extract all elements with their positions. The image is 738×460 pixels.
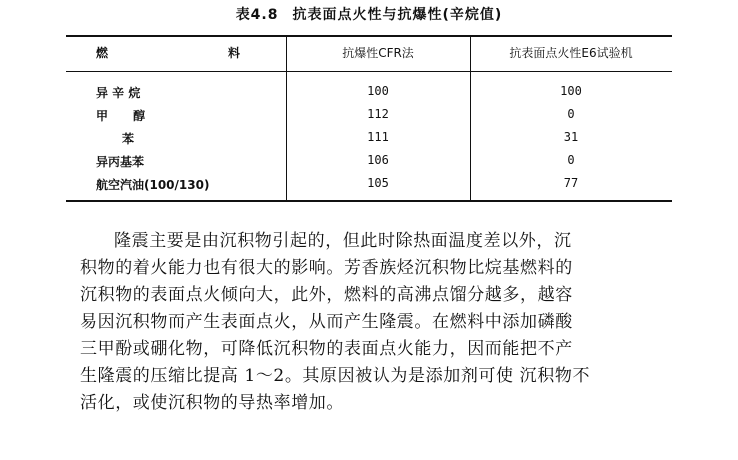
e6-value: 77 (563, 176, 579, 190)
table-row (0, 84, 738, 106)
header-cfr: 抗爆性CFR法 (342, 46, 414, 60)
table-top-rule (66, 35, 672, 37)
cfr-value: 112 (367, 107, 389, 121)
paragraph-line: 生隆震的压缩比提高 1～2。其原因被认为是添加剂可使 沉积物不 (80, 366, 591, 386)
paragraph-line: 活化，或使沉积物的导热率增加。 (80, 393, 344, 413)
table-row (0, 153, 738, 175)
e6-value: 31 (563, 130, 579, 144)
fuel-name: 异 辛 烷 (96, 86, 141, 100)
table-caption (0, 4, 738, 24)
cfr-value: 111 (367, 130, 389, 144)
header-fuel-char-2: 料 (228, 46, 241, 60)
fuel-name: 航空汽油(100/130) (96, 178, 210, 192)
e6-value: 0 (567, 107, 575, 121)
e6-value: 0 (567, 153, 575, 167)
fuel-name: 甲 醇 (96, 109, 146, 123)
paragraph-line: 易因沉积物而产生表面点火，从而产生隆震。在燃料中添加磷酸 (80, 312, 573, 332)
cfr-value: 106 (367, 153, 389, 167)
fuel-name: 苯 (122, 132, 135, 146)
table-number: 表4.8 (235, 7, 279, 23)
paragraph-line: 沉积物的表面点火倾向大，此外，燃料的高沸点馏分越多，越容 (80, 285, 573, 305)
e6-value: 100 (560, 84, 582, 98)
cfr-value: 100 (367, 84, 389, 98)
header-fuel-char-1: 燃 (96, 46, 109, 60)
fuel-name: 异丙基苯 (96, 155, 145, 169)
table-row (0, 176, 738, 198)
header-e6: 抗表面点火性E6试验机 (509, 46, 633, 60)
paragraph-line: 三甲酚或硼化物，可降低沉积物的表面点火能力，因而能把不产 (80, 339, 573, 359)
table-row (0, 107, 738, 129)
table-bottom-rule (66, 200, 672, 202)
paragraph-line: 隆震主要是由沉积物引起的，但此时除热面温度差以外，沉 (114, 231, 572, 251)
cfr-value: 105 (367, 176, 389, 190)
table-header-rule (66, 71, 672, 72)
paragraph-line: 积物的着火能力也有很大的影响。芳香族烃沉积物比烷基燃料的 (80, 258, 573, 278)
table-row (0, 130, 738, 152)
body-paragraph (80, 228, 670, 417)
table-title: 抗表面点火性与抗爆性(辛烷值) (292, 7, 503, 23)
